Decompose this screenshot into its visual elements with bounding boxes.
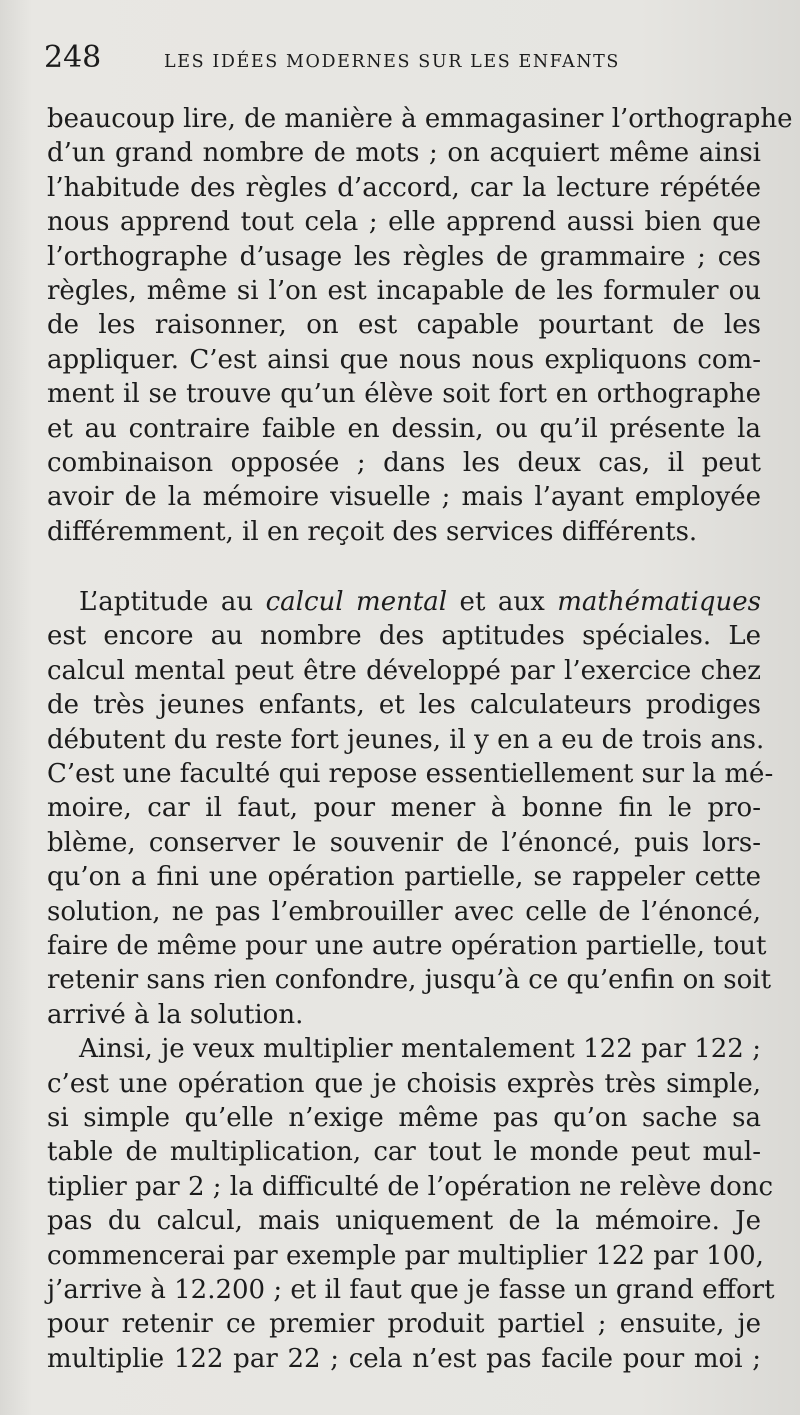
page-number: 248 <box>44 40 102 75</box>
text-line: Ainsi, je veux multiplier mentalement 122 par 122 ; <box>79 1034 761 1065</box>
text-line: blème, conserver le souvenir de l’énoncé, puis lors- <box>47 827 761 858</box>
text-line: est encore au nombre des aptitudes spéciales. Le <box>47 621 761 652</box>
text-line: table de multiplication, car tout le monde peut mul- <box>47 1137 761 1168</box>
text-line: de les raisonner, on est capable pourtant de les <box>47 310 761 341</box>
text-line: appliquer. C’est ainsi que nous nous expliquons com- <box>47 344 761 375</box>
text-line: différemment, il en reçoit des services différents. <box>47 516 698 547</box>
text-line: de très jeunes enfants, et les calculateurs prodiges <box>47 690 761 721</box>
paragraph-spacer <box>47 549 761 585</box>
text-line: C’est une faculté qui repose essentiellement sur la mé- <box>47 759 774 790</box>
text-line: multiplie 122 par 22 ; cela n’est pas facile pour moi ; <box>47 1343 761 1374</box>
paragraph-2 <box>47 585 774 1032</box>
text-line: règles, même si l’on est incapable de les formuler ou <box>47 275 761 306</box>
text-line: l’habitude des règles d’accord, car la lecture répétée <box>47 172 761 203</box>
text-line: débutent du reste fort jeunes, il y en a eu de trois ans. <box>47 724 765 755</box>
text-line: ment il se trouve qu’un élève soit fort en orthographe <box>47 379 761 410</box>
text-line: calcul mental peut être développé par l’exercice chez <box>47 655 761 686</box>
text-line: l’orthographe d’usage les règles de grammaire ; ces <box>47 241 761 272</box>
text-line: et au contraire faible en dessin, ou qu’il présente la <box>47 413 761 444</box>
text-line: commencerai par exemple par multiplier 122 par 100, <box>47 1240 764 1271</box>
text-line: qu’on a fini une opération partielle, se rappeler cette <box>47 862 761 893</box>
text-line: d’un grand nombre de mots ; on acquiert même ainsi <box>47 138 761 169</box>
italic-term-mathematiques: mathématiques <box>557 587 761 618</box>
text-line: combinaison opposée ; dans les deux cas, il peut <box>47 447 761 478</box>
page-header <box>44 38 756 78</box>
text-line <box>47 585 761 619</box>
text-line: nous apprend tout cela ; elle apprend aussi bien que <box>47 207 761 238</box>
text-line: faire de même pour une autre opération partielle, tout <box>47 930 767 961</box>
paragraph-1 <box>47 102 793 549</box>
text-line: pour retenir ce premier produit partiel ; ensuite, je <box>47 1309 761 1340</box>
text-line: beaucoup lire, de manière à emmagasiner l’orthographe <box>47 104 793 134</box>
text-run: L’aptitude au <box>79 587 266 618</box>
text-line: solution, ne pas l’embrouiller avec celle de l’énoncé, <box>47 896 761 927</box>
running-head: LES IDÉES MODERNES SUR LES ENFANTS <box>164 52 621 72</box>
text-line: c’est une opération que je choisis exprès très simple, <box>47 1068 761 1099</box>
text-line: moire, car il faut, pour mener à bonne fin le pro- <box>47 793 761 824</box>
text-line: si simple qu’elle n’exige même pas qu’on sache sa <box>47 1102 761 1133</box>
text-line: retenir sans rien confondre, jusqu’à ce qu’enfin on soit <box>47 965 772 996</box>
page-body <box>47 102 793 1376</box>
text-line: arrivé à la solution. <box>47 999 304 1030</box>
italic-term-calcul-mental: calcul mental <box>265 587 448 618</box>
text-line: pas du calcul, mais uniquement de la mémoire. Je <box>47 1206 761 1237</box>
text-line: j’arrive à 12.200 ; et il faut que je fasse un grand effort <box>47 1274 775 1305</box>
paragraph-3 <box>47 1032 775 1376</box>
text-line: avoir de la mémoire visuelle ; mais l’ayant employée <box>47 482 761 513</box>
text-line: tiplier par 2 ; la difficulté de l’opération ne relève donc <box>47 1171 774 1202</box>
text-run: et aux <box>447 587 558 618</box>
